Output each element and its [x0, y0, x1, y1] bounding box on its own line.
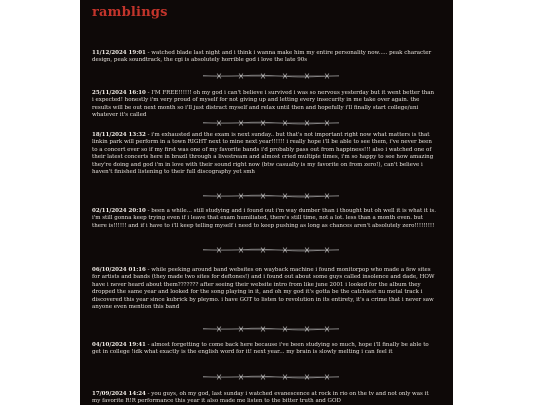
entry-date: 06/10/2024 01:16 [92, 267, 146, 273]
barbed-wire-divider-icon [201, 73, 341, 79]
entry-date: 25/11/2024 16:10 [92, 90, 146, 96]
blog-title: ramblings [92, 5, 168, 20]
entry-text: watched blade last night and i think i wanna make him my entire personality now..... peak character design, peak soundtrack, the cgi is absolutely horrible god i love the late 90s [92, 50, 432, 64]
entry-date: 02/11/2024 20:10 [92, 208, 146, 214]
blog-entry: 04/10/2024 19:41 - almost forgetting to come back here because i've been studying so much, hope i'll finally be able to get in college !idk what exactly is the english word for it! next year... my brain is slowly melting i can feel it [92, 342, 429, 356]
entry-date: 18/11/2024 13:32 [92, 132, 146, 138]
blog-entry: 25/11/2024 16:10 - I'M FREE!!!!!! oh my god i can't believe i survived i was so nervous yesterday but it went better than i expected! honestly i'm very proud of myself for not giving up and letting every insecurity in me take over again. the results will be out next month so i'll just distract myself and relax until then and hopefully i'll finally start college/uni whatever it's called [92, 90, 435, 119]
blog-entry: 02/11/2024 20:10 - been a while... still studying and i found out i'm way dumber than i thought but oh well it is what it is. i'm still gonna keep trying even if i leave that exam humiliated, there's still time, not a lot. less than a month even. but there is!!!!!! and if i have to i'll keep telling myself i need to keep pushing as long as chances aren't absolutely zero!!!!!!!!! [92, 208, 436, 229]
entry-text: i'm exhausted and the exam is next sunday.. but that's not important right now what matters is that linkin park will perform in a town RIGHT next to mine next year!!!!!! i really hope i'll be able to see them, i've never been to a concert ever so if my first was one of my favorite bands i'd probably pass out from happiness!!! also i watched one of their latest concerts here in brazil through a livestream and almost cried multiple times, i'm so happy to see how amazing they're doing and god i'm in love with their sound right now (btw casualty is my favorite on from zero!), can't believe i haven't finished listening to their full discography yet smh [92, 132, 434, 176]
entry-date: 11/12/2024 19:01 [92, 50, 146, 56]
entry-text: while peeking around band websites on wayback machine i found monitorpop who made a few sites for artists and bands (they made two sites for deftones!) and i found out about some guys called insolence and dade, HOW have i never heard about them??????? after seeing their website intro from like june 2001 i looked for the album they dropped the same year and looked for the song playing in it, and oh my god it's gotta be the catchiest nu metal track i discovered this year since kubrick by pleymo. i have GOT to listen to revolution in its entirety, it's a crime that i never saw anyone even mention this band [92, 267, 435, 311]
barbed-wire-divider-icon [201, 326, 341, 332]
barbed-wire-divider-icon [201, 374, 341, 380]
entry-date: 17/09/2024 14:24 [92, 391, 146, 397]
blog-entry: 06/10/2024 01:16 - while peeking around band websites on wayback machine i found monitorpop who made a few sites for artists and bands (they made two sites for deftones!) and i found out about some guys called insolence and dade, HOW have i never heard about them??????? after seeing their website intro from like june 2001 i looked for the album they dropped the same year and looked for the song playing in it, and oh my god it's gotta be the catchiest nu metal track i discovered this year since kubrick by pleymo. i have GOT to listen to revolution in its entirety, it's a crime that i never saw anyone even mention this band [92, 267, 435, 311]
barbed-wire-divider-icon [201, 120, 341, 126]
blog-entry: 11/12/2024 19:01 - watched blade last night and i think i wanna make him my entire personality now..... peak character design, peak soundtrack, the cgi is absolutely horrible god i love the late 90s [92, 50, 432, 64]
entry-text: I'M FREE!!!!!! oh my god i can't believe i survived i was so nervous yesterday but it went better than i expected! honestly i'm very proud of myself for not giving up and letting every insecurity in me take over again. the results will be out next month so i'll just distract myself and relax until then and hopefully i'll finally start college/uni whatever it's called [92, 90, 435, 119]
blog-panel [80, 0, 453, 405]
entry-date: 04/10/2024 19:41 [92, 342, 146, 348]
blog-entry: 17/09/2024 14:24 - you guys, oh my god, last sunday i watched evanescence at rock in rio on the tv and not only was it my favorite R!R performance this year it also made me listen to the bitter truth and GOD [92, 391, 429, 405]
barbed-wire-divider-icon [201, 247, 341, 253]
entry-text: been a while... still studying and i found out i'm way dumber than i thought but oh well it is what it is. i'm still gonna keep trying even if i leave that exam humiliated, there's still time, not a lot. less than a month even. but there is!!!!!! and if i have to i'll keep telling myself i need to keep pushing as long as chances aren't absolutely zero!!!!!!!!! [92, 208, 436, 229]
barbed-wire-divider-icon [201, 193, 341, 199]
blog-entry: 18/11/2024 13:32 - i'm exhausted and the exam is next sunday.. but that's not important right now what matters is that linkin park will perform in a town RIGHT next to mine next year!!!!!! i really hope i'll be able to see them, i've never been to a concert ever so if my first was one of my favorite bands i'd probably pass out from happiness!!! also i watched one of their latest concerts here in brazil through a livestream and almost cried multiple times, i'm so happy to see how amazing they're doing and god i'm in love with their sound right now (btw casualty is my favorite on from zero!), can't believe i haven't finished listening to their full discography yet smh [92, 132, 434, 176]
entry-text: almost forgetting to come back here because i've been studying so much, hope i'll finally be able to get in college !idk what exactly is the english word for it! next year... my brain is slowly melting i can feel it [92, 342, 429, 356]
entry-text: you guys, oh my god, last sunday i watched evanescence at rock in rio on the tv and not only was it my favorite R!R performance this year it also made me listen to the bitter truth and GOD [92, 391, 429, 405]
